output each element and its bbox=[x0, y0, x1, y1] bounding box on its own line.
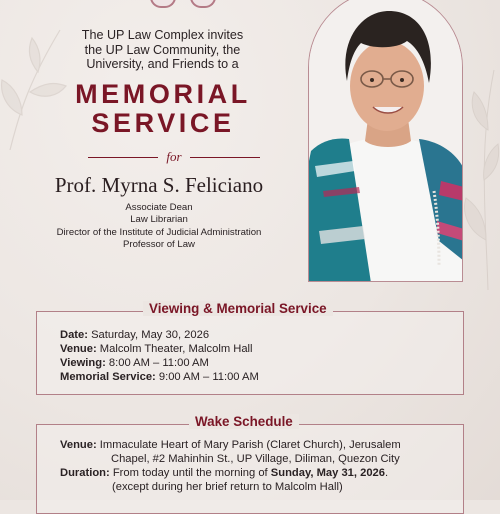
honoree-name: Prof. Myrna S. Feliciano bbox=[54, 173, 264, 197]
wake-duration-end: . bbox=[385, 467, 389, 479]
wake-details bbox=[60, 438, 401, 494]
viewing-heading-text: Viewing & Memorial Service bbox=[149, 301, 327, 316]
wake-venue-row-continued bbox=[60, 452, 401, 466]
viewing-time-row bbox=[60, 356, 259, 370]
invitation-line: University, and Friends to a bbox=[86, 57, 239, 72]
honoree-portrait bbox=[308, 0, 463, 282]
viewing-venue-row bbox=[60, 342, 259, 356]
divider-line bbox=[88, 157, 158, 158]
wake-duration-note-text: (except during her brief return to Malcolm Hall) bbox=[112, 481, 343, 493]
viewing-label: Viewing: bbox=[60, 357, 106, 369]
viewing-value: 8:00 AM – 11:00 AM bbox=[108, 357, 209, 369]
position-item: Law Librarian bbox=[130, 214, 188, 226]
position-item: Professor of Law bbox=[123, 238, 195, 250]
event-title bbox=[20, 80, 306, 138]
event-title-line: SERVICE bbox=[91, 108, 235, 138]
portrait-illustration bbox=[309, 0, 463, 282]
wake-venue-line: Chapel, #2 Mahinhin St., UP Village, Diliman, Quezon City bbox=[111, 453, 400, 465]
memorial-service-label: Memorial Service: bbox=[60, 371, 156, 383]
invitation-text bbox=[30, 28, 295, 72]
invitation-line: The UP Law Complex invites bbox=[81, 28, 244, 42]
wake-duration-row bbox=[60, 466, 401, 480]
wake-heading-text: Wake Schedule bbox=[195, 414, 293, 429]
venue-value: Malcolm Theater, Malcolm Hall bbox=[99, 343, 253, 355]
venue-label: Venue: bbox=[60, 343, 97, 355]
wake-venue-label: Venue: bbox=[60, 439, 97, 451]
date-value: Saturday, May 30, 2026 bbox=[91, 329, 210, 341]
wake-heading bbox=[189, 414, 299, 429]
invitation-line: the UP Law Community, the bbox=[84, 42, 241, 57]
for-label: for bbox=[166, 149, 182, 164]
honoree-positions bbox=[24, 202, 294, 251]
viewing-date-row bbox=[60, 328, 259, 342]
leaf-decoration-right-icon bbox=[458, 60, 500, 290]
for-divider bbox=[88, 147, 260, 167]
date-label: Date: bbox=[60, 329, 88, 341]
wake-duration-note bbox=[60, 480, 401, 494]
wake-duration-label: Duration: bbox=[60, 467, 110, 479]
viewing-details bbox=[60, 328, 259, 384]
memorial-service-value: 9:00 AM – 11:00 AM bbox=[158, 371, 259, 383]
position-item: Associate Dean bbox=[125, 202, 193, 213]
memorial-service-row bbox=[60, 370, 259, 384]
wake-duration-text: From today until the morning of bbox=[112, 467, 268, 479]
divider-line bbox=[190, 157, 260, 158]
seal-logo-icon bbox=[150, 0, 176, 8]
wake-duration-date: Sunday, May 31, 2026 bbox=[270, 467, 385, 479]
seal-logo-icon bbox=[190, 0, 216, 8]
event-title-line: MEMORIAL bbox=[75, 79, 251, 109]
position-item: Director of the Institute of Judicial Administration bbox=[56, 226, 262, 238]
wake-venue-line: Immaculate Heart of Mary Parish (Claret Church), Jerusalem bbox=[99, 439, 401, 451]
viewing-heading bbox=[143, 301, 333, 316]
wake-venue-row bbox=[60, 438, 401, 452]
seal-strip bbox=[150, 0, 216, 8]
